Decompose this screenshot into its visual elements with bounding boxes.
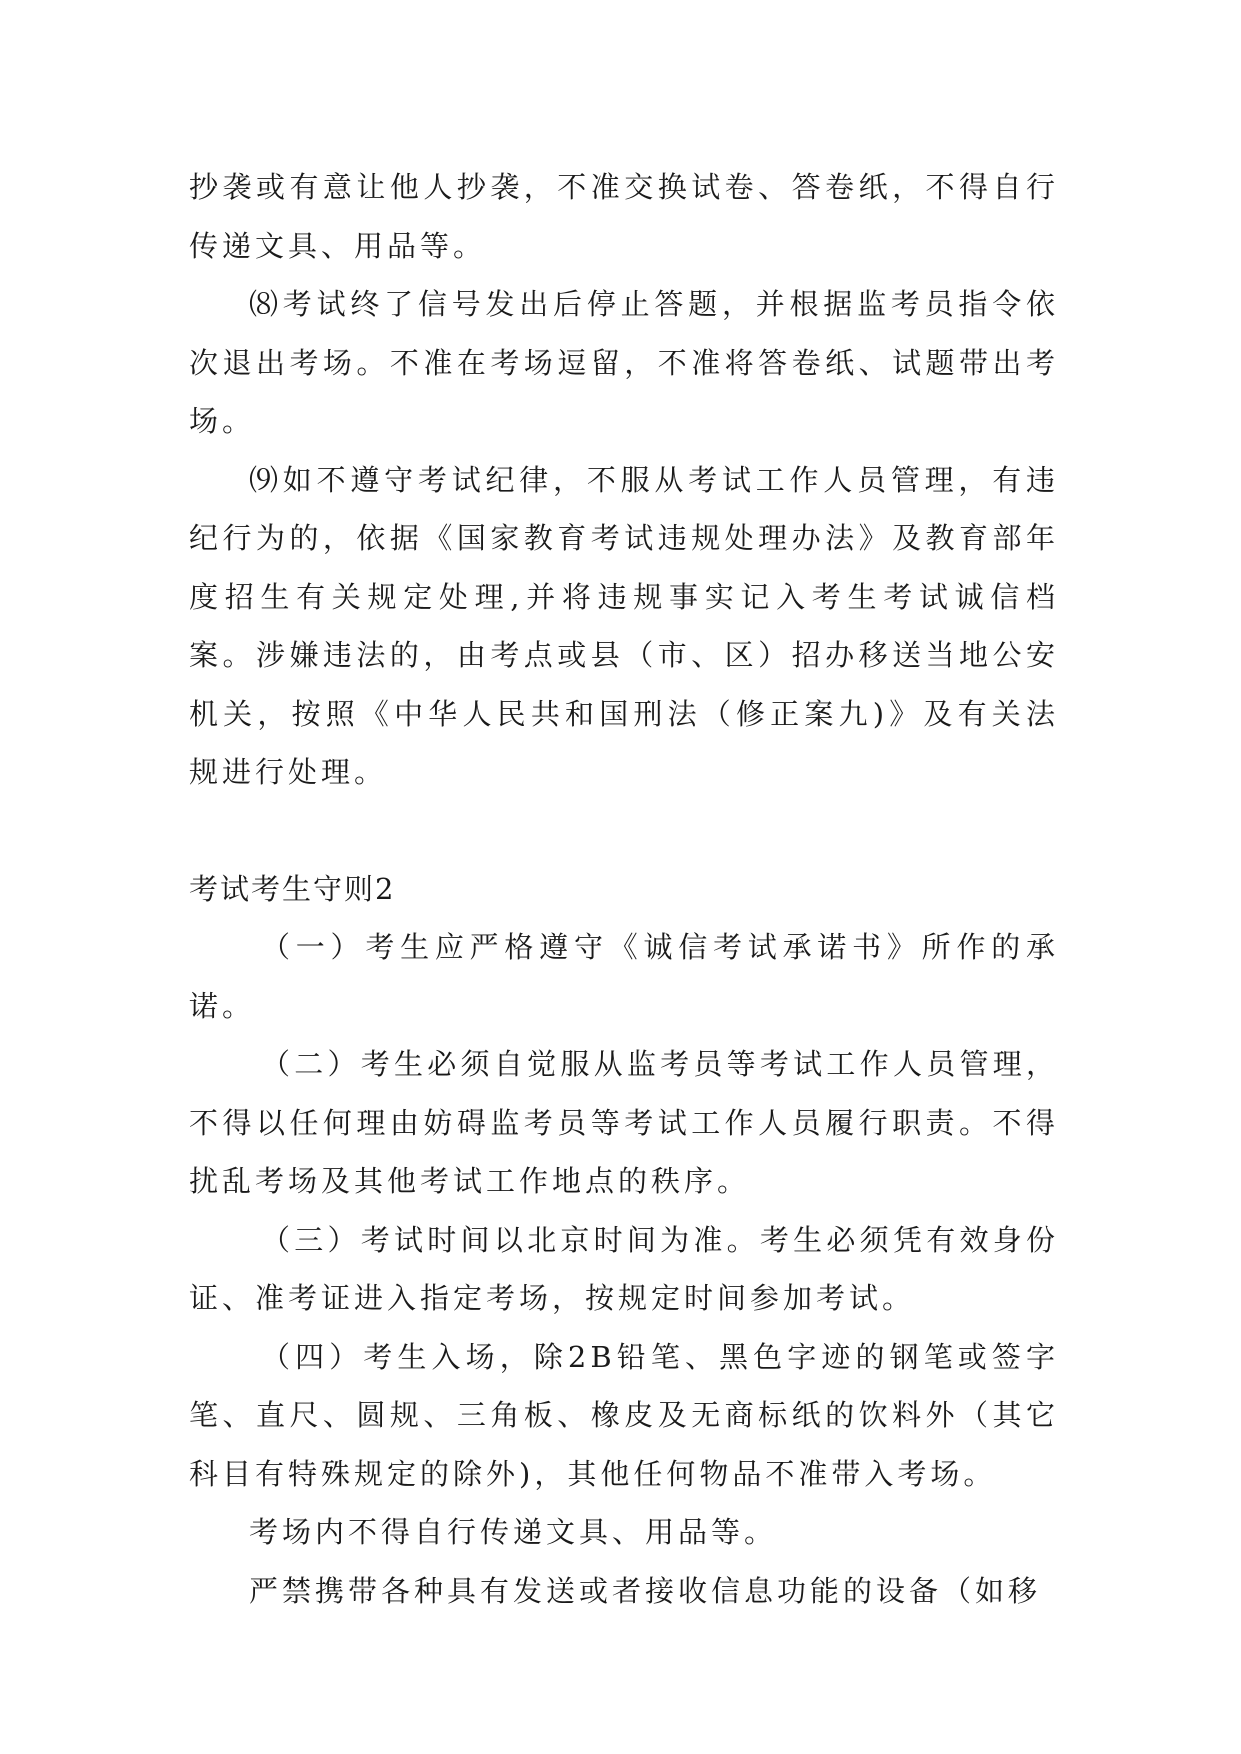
paragraph-item-4: （四）考生入场，除2B铅笔、黑色字迹的钢笔或签字笔、直尺、圆规、三角板、橡皮及无商标纸的饮料外（其它科目有特殊规定的除外)，其他任何物品不准带入考场。: [189, 1339, 1059, 1491]
paragraph-note-1: 考场内不得自行传递文具、用品等。: [249, 1515, 778, 1549]
section-heading: 考试考生守则2: [189, 871, 396, 906]
section-spacer: [189, 802, 1059, 860]
paragraph-rule-9: ⑼如不遵守考试纪律，不服从考试工作人员管理，有违纪行为的，依据《国家教育考试违规处理办法》及教育部年度招生有关规定处理,并将违规事实记入考生考试诚信档案。涉嫌违法的，由考点或县（市、区）招办移送当地公安机关，按照《中华人民共和国刑法（修正案九)》及有关法规进行处理。: [189, 462, 1059, 789]
document-body: [189, 158, 1059, 1620]
paragraph-note-2: 严禁携带各种具有发送或者接收信息功能的设备（如移: [249, 1573, 1042, 1608]
paragraph-item-3: （三）考试时间以北京时间为准。考生必须凭有效身份证、准考证进入指定考场，按规定时间参加考试。: [189, 1222, 1059, 1315]
paragraph-item-2: （二）考生必须自觉服从监考员等考试工作人员管理，不得以任何理由妨碍监考员等考试工作人员履行职责。不得扰乱考场及其他考试工作地点的秩序。: [189, 1047, 1059, 1198]
paragraph-rule-8: ⑻考试终了信号发出后停止答题，并根据监考员指令依次退出考场。不准在考场逗留，不准将答卷纸、试题带出考场。: [189, 287, 1059, 438]
paragraph-item-1: （一）考生应严格遵守《诚信考试承诺书》所作的承诺。: [189, 930, 1059, 1023]
paragraph-continued: 抄袭或有意让他人抄袭，不准交换试卷、答卷纸，不得自行传递文具、用品等。: [189, 170, 1059, 263]
